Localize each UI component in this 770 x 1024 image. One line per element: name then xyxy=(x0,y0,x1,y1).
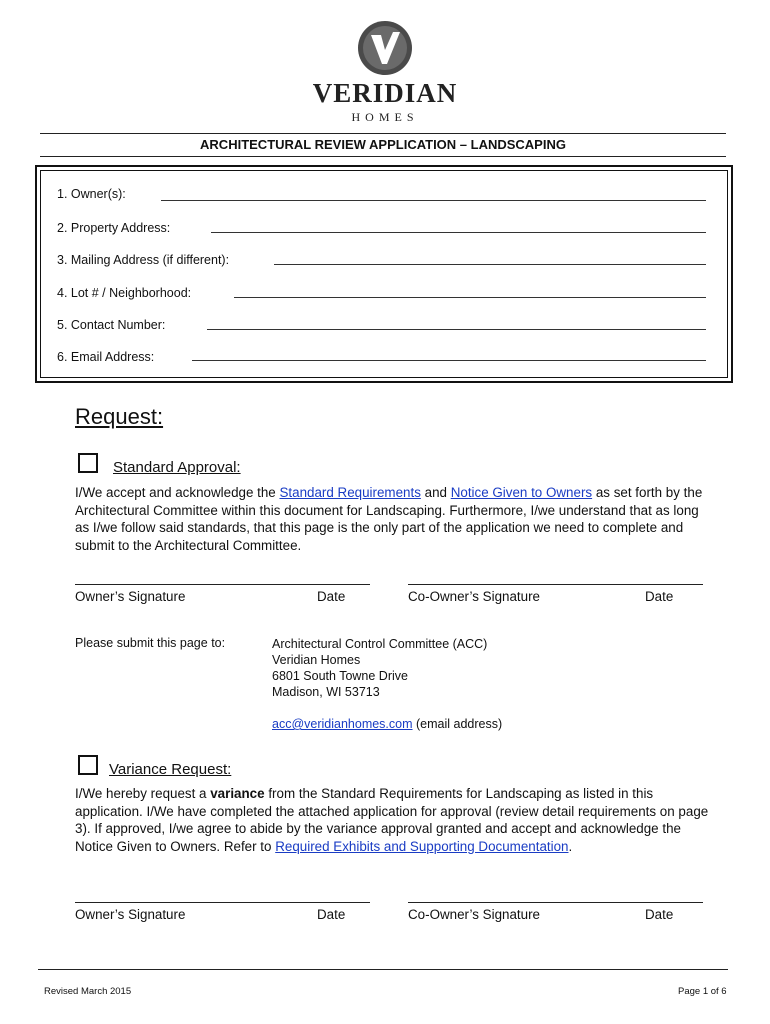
variance-text-part: I/We hereby request a xyxy=(75,786,211,801)
address-line: Architectural Control Committee (ACC) xyxy=(272,637,488,651)
variance-co-owner-signature-line[interactable] xyxy=(408,902,703,903)
field-email-address-input[interactable] xyxy=(192,360,706,361)
owner-signature-label: Owner’s Signature xyxy=(75,589,186,604)
document-title: ARCHITECTURAL REVIEW APPLICATION – LANDSCAPING xyxy=(200,137,566,152)
footer-page-number: Page 1 of 6 xyxy=(678,986,727,997)
owner-signature-line[interactable] xyxy=(75,584,370,585)
standard-requirements-link[interactable]: Standard Requirements xyxy=(279,485,421,500)
veridian-v-logo-icon xyxy=(357,20,413,76)
standard-text-part: I/We accept and acknowledge the xyxy=(75,485,280,500)
address-line: 6801 South Towne Drive xyxy=(272,669,408,683)
field-owners-label: 1. Owner(s): xyxy=(57,187,126,201)
variance-request-text xyxy=(75,785,715,855)
address-line: Veridian Homes xyxy=(272,653,361,667)
submit-address xyxy=(272,636,487,700)
variance-owner-signature-label: Owner’s Signature xyxy=(75,907,186,922)
standard-text-part: and xyxy=(420,485,451,500)
field-contact-number-input[interactable] xyxy=(207,329,706,330)
required-exhibits-link[interactable]: Required Exhibits and Supporting Documentation xyxy=(275,838,569,854)
owner-date-label: Date xyxy=(317,589,346,604)
title-rule-top xyxy=(40,133,726,134)
footer-revised: Revised March 2015 xyxy=(44,986,132,997)
standard-approval-title: Standard Approval: xyxy=(113,459,241,476)
email-note: (email address) xyxy=(412,717,503,731)
standard-approval-checkbox[interactable] xyxy=(78,453,98,473)
field-lot-neighborhood-input[interactable] xyxy=(234,297,706,298)
variance-co-owner-date-label: Date xyxy=(645,907,674,922)
veridian-logo xyxy=(310,20,460,124)
variance-owner-date-label: Date xyxy=(317,907,346,922)
request-heading: Request: xyxy=(75,404,164,429)
variance-bold-word: variance xyxy=(210,786,265,801)
brand-subtitle: HOMES xyxy=(351,110,419,124)
variance-owner-signature-line[interactable] xyxy=(75,902,370,903)
variance-text-part: . xyxy=(568,838,573,854)
standard-approval-text xyxy=(75,484,715,554)
brand-name: VERIDIAN xyxy=(312,78,458,108)
variance-co-owner-signature-label: Co-Owner’s Signature xyxy=(408,907,540,922)
variance-request-title: Variance Request: xyxy=(109,761,232,778)
co-owner-signature-label: Co-Owner’s Signature xyxy=(408,589,540,604)
submit-email xyxy=(272,716,502,732)
field-property-address-label: 2. Property Address: xyxy=(57,221,171,235)
footer-rule xyxy=(38,969,728,970)
field-contact-number-label: 5. Contact Number: xyxy=(57,318,166,332)
field-mailing-address-input[interactable] xyxy=(274,264,706,265)
field-owners-input[interactable] xyxy=(161,200,706,201)
submit-label: Please submit this page to: xyxy=(75,636,226,650)
owner-info-box xyxy=(40,170,728,378)
standard-text-part: as set forth by the Architectural Committee within this document for Landscaping. Furthermore, I/we understand that as long as I/we follow said standards, that this page is the only part of the application we need to complete and submit to the Architectural Committee. xyxy=(75,485,703,553)
acc-email-link[interactable]: acc@veridianhomes.com xyxy=(272,717,413,731)
notice-given-to-owners-link[interactable]: Notice Given to Owners xyxy=(450,485,593,500)
field-email-address-label: 6. Email Address: xyxy=(57,350,155,364)
co-owner-date-label: Date xyxy=(645,589,674,604)
address-line: Madison, WI 53713 xyxy=(272,685,380,699)
field-mailing-address-label: 3. Mailing Address (if different): xyxy=(57,253,230,267)
variance-request-checkbox[interactable] xyxy=(78,755,98,775)
variance-text-part: from the Standard Requirements for Landscaping as listed in this application. I/We have completed the attached application for approval (review detail requirements on page 3). If approved, I/we agree to abide by the variance approval granted and accept and acknowledge the Notice Given to Owners. Refer to xyxy=(75,786,709,854)
title-rule-bottom xyxy=(40,156,726,157)
co-owner-signature-line[interactable] xyxy=(408,584,703,585)
field-lot-neighborhood-label: 4. Lot # / Neighborhood: xyxy=(57,286,192,300)
field-property-address-input[interactable] xyxy=(211,232,706,233)
